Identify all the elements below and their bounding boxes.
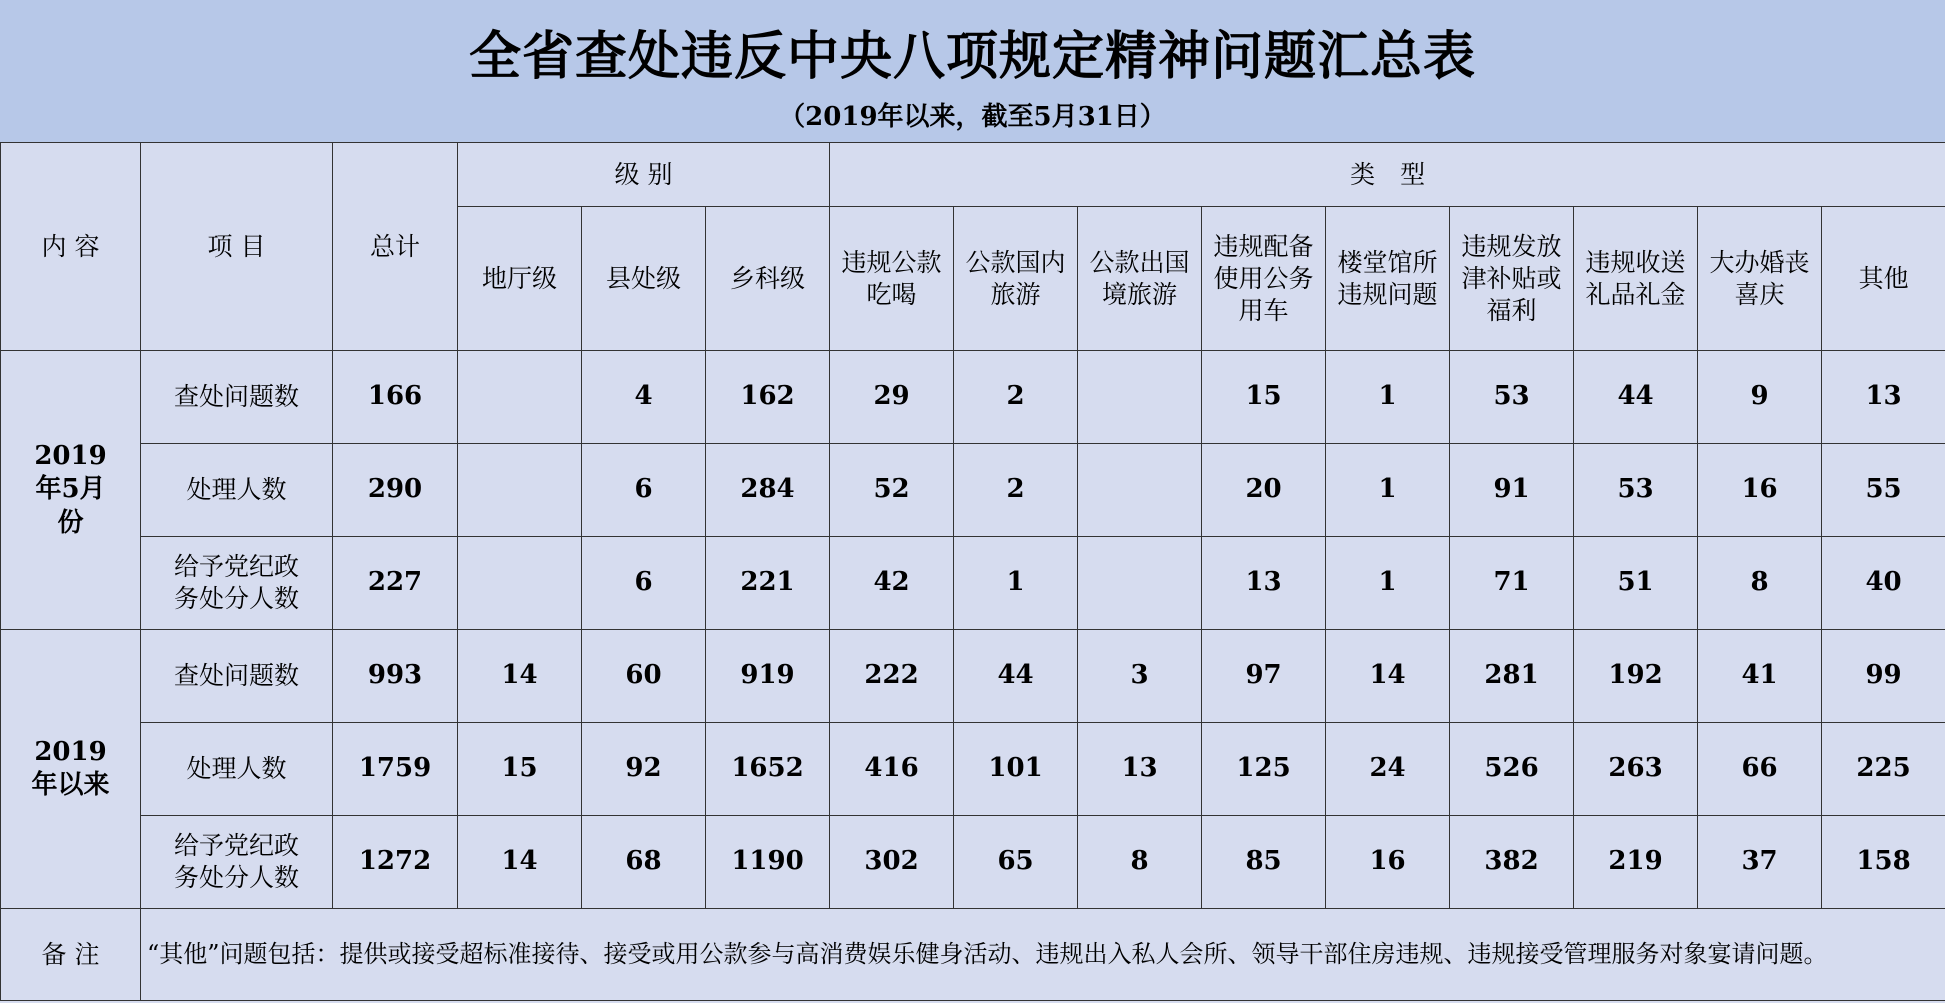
table-cell: 1 (1326, 537, 1450, 630)
row-item-label: 给予党纪政务处分人数 (141, 816, 333, 909)
table-cell: 65 (954, 816, 1078, 909)
table-cell: 2 (954, 351, 1078, 444)
table-cell: 71 (1450, 537, 1574, 630)
table-cell: 20 (1202, 444, 1326, 537)
table-cell: 221 (706, 537, 830, 630)
table-cell: 416 (830, 723, 954, 816)
table-cell: 166 (333, 351, 458, 444)
note-label: 备 注 (1, 909, 141, 1001)
header-type-8: 大办婚丧喜庆 (1698, 207, 1822, 351)
table-cell: 1652 (706, 723, 830, 816)
header-type-7: 违规收送礼品礼金 (1574, 207, 1698, 351)
table-cell: 8 (1698, 537, 1822, 630)
table-cell: 60 (582, 630, 706, 723)
table-row (1, 444, 1945, 537)
table-cell: 99 (1822, 630, 1945, 723)
table-row (1, 630, 1945, 723)
table-cell: 6 (582, 444, 706, 537)
table-cell: 2 (954, 444, 1078, 537)
table-cell: 66 (1698, 723, 1822, 816)
table-cell: 92 (582, 723, 706, 816)
table-cell: 1 (1326, 351, 1450, 444)
table-cell: 302 (830, 816, 954, 909)
table-cell: 85 (1202, 816, 1326, 909)
table-cell: 919 (706, 630, 830, 723)
table-cell (458, 351, 582, 444)
table-cell: 42 (830, 537, 954, 630)
table-cell: 158 (1822, 816, 1945, 909)
table-cell: 14 (458, 630, 582, 723)
table-cell: 3 (1078, 630, 1202, 723)
table-row (1, 351, 1945, 444)
header-type-6: 违规发放津补贴或福利 (1450, 207, 1574, 351)
table-cell: 263 (1574, 723, 1698, 816)
header-type-4: 违规配备使用公务用车 (1202, 207, 1326, 351)
header-type-3: 公款出国境旅游 (1078, 207, 1202, 351)
table-cell: 29 (830, 351, 954, 444)
title-banner (0, 0, 1945, 142)
header-level-group: 级 别 (458, 143, 830, 207)
table-cell (458, 537, 582, 630)
table-cell: 24 (1326, 723, 1450, 816)
table-cell: 1 (1326, 444, 1450, 537)
table-cell (1078, 351, 1202, 444)
table-cell: 37 (1698, 816, 1822, 909)
table-cell: 993 (333, 630, 458, 723)
header-content: 内 容 (1, 143, 141, 351)
table-cell: 53 (1574, 444, 1698, 537)
table-cell (1078, 537, 1202, 630)
row-item-label: 给予党纪政务处分人数 (141, 537, 333, 630)
table-cell: 225 (1822, 723, 1945, 816)
summary-table (0, 142, 1945, 1001)
row-item-label: 查处问题数 (141, 630, 333, 723)
table-cell: 219 (1574, 816, 1698, 909)
table-cell (1078, 444, 1202, 537)
table-cell: 6 (582, 537, 706, 630)
row-item-label: 处理人数 (141, 444, 333, 537)
header-item: 项 目 (141, 143, 333, 351)
header-level-2: 县处级 (582, 207, 706, 351)
table-cell: 15 (458, 723, 582, 816)
table-cell: 13 (1202, 537, 1326, 630)
header-type-1: 违规公款吃喝 (830, 207, 954, 351)
table-cell: 53 (1450, 351, 1574, 444)
table-cell: 41 (1698, 630, 1822, 723)
note-text: “其他”问题包括：提供或接受超标准接待、接受或用公款参与高消费娱乐健身活动、违规出入私人会所、领导干部住房违规、违规接受管理服务对象宴请问题。 (141, 909, 1945, 1001)
table-cell: 14 (1326, 630, 1450, 723)
table-cell: 16 (1326, 816, 1450, 909)
header-type-9: 其他 (1822, 207, 1945, 351)
table-cell: 281 (1450, 630, 1574, 723)
table-cell: 44 (954, 630, 1078, 723)
table-cell: 1759 (333, 723, 458, 816)
table-cell: 13 (1078, 723, 1202, 816)
table-cell: 222 (830, 630, 954, 723)
page-title: 全省查处违反中央八项规定精神问题汇总表 (468, 26, 1476, 87)
table-cell (458, 444, 582, 537)
table-cell: 101 (954, 723, 1078, 816)
header-type-group: 类 型 (830, 143, 1945, 207)
table-row (1, 537, 1945, 630)
table-cell: 4 (582, 351, 706, 444)
table-cell: 227 (333, 537, 458, 630)
page-subtitle: （2019年以来，截至5月31日） (779, 102, 1166, 132)
table-cell: 52 (830, 444, 954, 537)
row-item-label: 处理人数 (141, 723, 333, 816)
table-cell: 1 (954, 537, 1078, 630)
header-level-1: 地厅级 (458, 207, 582, 351)
table-cell: 40 (1822, 537, 1945, 630)
table-cell: 44 (1574, 351, 1698, 444)
group-label: 2019年以来 (1, 630, 141, 909)
table-cell: 9 (1698, 351, 1822, 444)
table-cell: 526 (1450, 723, 1574, 816)
table-cell: 13 (1822, 351, 1945, 444)
header-type-2: 公款国内旅游 (954, 207, 1078, 351)
table-cell: 8 (1078, 816, 1202, 909)
table-cell: 125 (1202, 723, 1326, 816)
table-cell: 290 (333, 444, 458, 537)
header-type-5: 楼堂馆所违规问题 (1326, 207, 1450, 351)
row-item-label: 查处问题数 (141, 351, 333, 444)
table-cell: 1190 (706, 816, 830, 909)
table-cell: 16 (1698, 444, 1822, 537)
table-cell: 97 (1202, 630, 1326, 723)
table-cell: 68 (582, 816, 706, 909)
table-cell: 14 (458, 816, 582, 909)
table-cell: 192 (1574, 630, 1698, 723)
table-cell: 382 (1450, 816, 1574, 909)
header-level-3: 乡科级 (706, 207, 830, 351)
table-cell: 51 (1574, 537, 1698, 630)
header-total: 总计 (333, 143, 458, 351)
table-cell: 1272 (333, 816, 458, 909)
table-cell: 91 (1450, 444, 1574, 537)
table-cell: 15 (1202, 351, 1326, 444)
table-cell: 284 (706, 444, 830, 537)
table-row (1, 723, 1945, 816)
table-row (1, 816, 1945, 909)
group-label: 2019年5月份 (1, 351, 141, 630)
table-cell: 55 (1822, 444, 1945, 537)
table-cell: 162 (706, 351, 830, 444)
